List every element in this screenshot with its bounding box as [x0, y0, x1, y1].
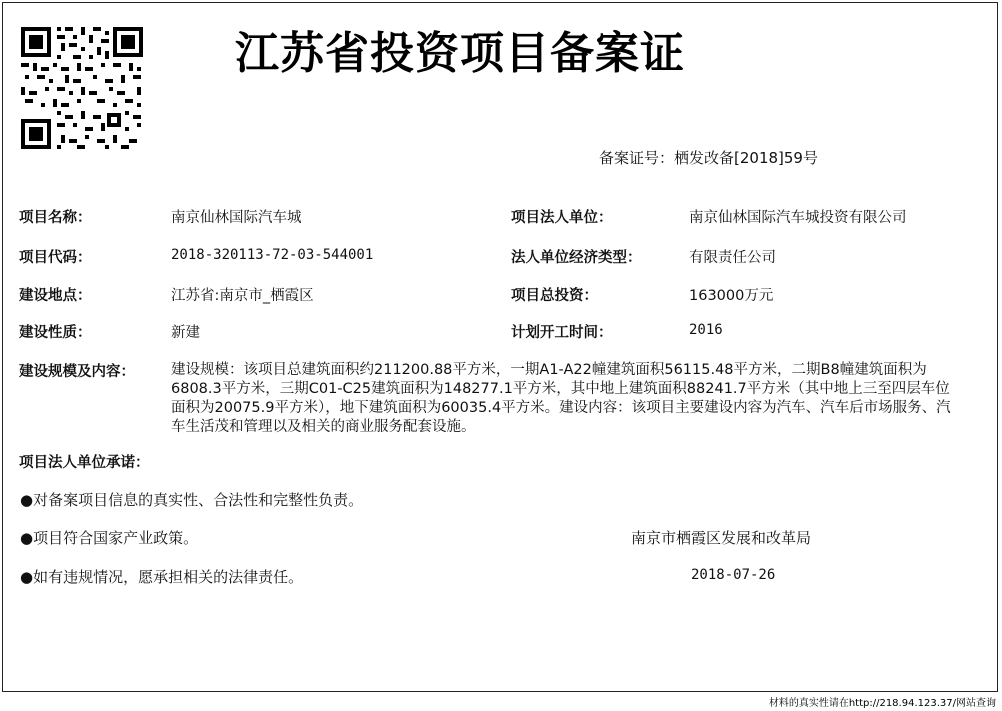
issue-date: 2018-07-26 [691, 567, 776, 583]
commitment-item: ●如有违规情况，愿承担相关的法律责任。 [20, 568, 304, 586]
verification-note: 材料的真实性请在http://218.94.123.37/网站查询 [768, 698, 996, 709]
econ-type-label: 法人单位经济类型： [511, 250, 642, 266]
investment-value: 163000万元 [689, 288, 774, 304]
record-number: 备案证号：栖发改备[2018]59号 [599, 149, 818, 167]
nature-value: 新建 [171, 325, 200, 341]
project-name-value: 南京仙林国际汽车城 [171, 210, 302, 226]
issuer-name: 南京市栖霞区发展和改革局 [631, 529, 812, 547]
location-label: 建设地点： [19, 288, 92, 304]
start-time-label: 计划开工时间： [511, 325, 613, 341]
certificate-title: 江苏省投资项目备案证 [235, 28, 685, 79]
legal-unit-value: 南京仙林国际汽车城投资有限公司 [689, 210, 907, 226]
commitment-item: ●项目符合国家产业政策。 [20, 529, 199, 547]
project-code-label: 项目代码： [19, 250, 92, 266]
certificate-frame [2, 2, 998, 692]
start-time-value: 2016 [689, 322, 723, 338]
commitment-label: 项目法人单位承诺： [19, 455, 150, 471]
project-code-value: 2018-320113-72-03-544001 [171, 247, 374, 263]
nature-label: 建设性质： [19, 325, 92, 341]
qr-code-icon [19, 25, 145, 151]
scope-label: 建设规模及内容： [19, 364, 135, 380]
econ-type-value: 有限责任公司 [689, 250, 776, 266]
commitment-item: ●对备案项目信息的真实性、合法性和完整性负责。 [20, 491, 364, 509]
scope-text: 建设规模：该项目总建筑面积约211200.88平方米，一期A1-A22幢建筑面积56115.48平方米，二期B8幢建筑面积为6808.3平方米，三期C01-C25建筑面积为148277.1平方米，其中地上建筑面积88241.7平方米（其中地上三至四层车位面积为20075.9平方米），地下建筑面积为60035.4平方米。建设内容：该项目主要建设内容为汽车、汽车后市场服务、汽车生活茂和管理以及相关的商业服务配套设施。 [171, 362, 951, 435]
project-name-label: 项目名称： [19, 210, 92, 226]
location-value: 江苏省:南京市_栖霞区 [171, 288, 314, 304]
legal-unit-label: 项目法人单位： [511, 210, 613, 226]
investment-label: 项目总投资： [511, 288, 598, 304]
